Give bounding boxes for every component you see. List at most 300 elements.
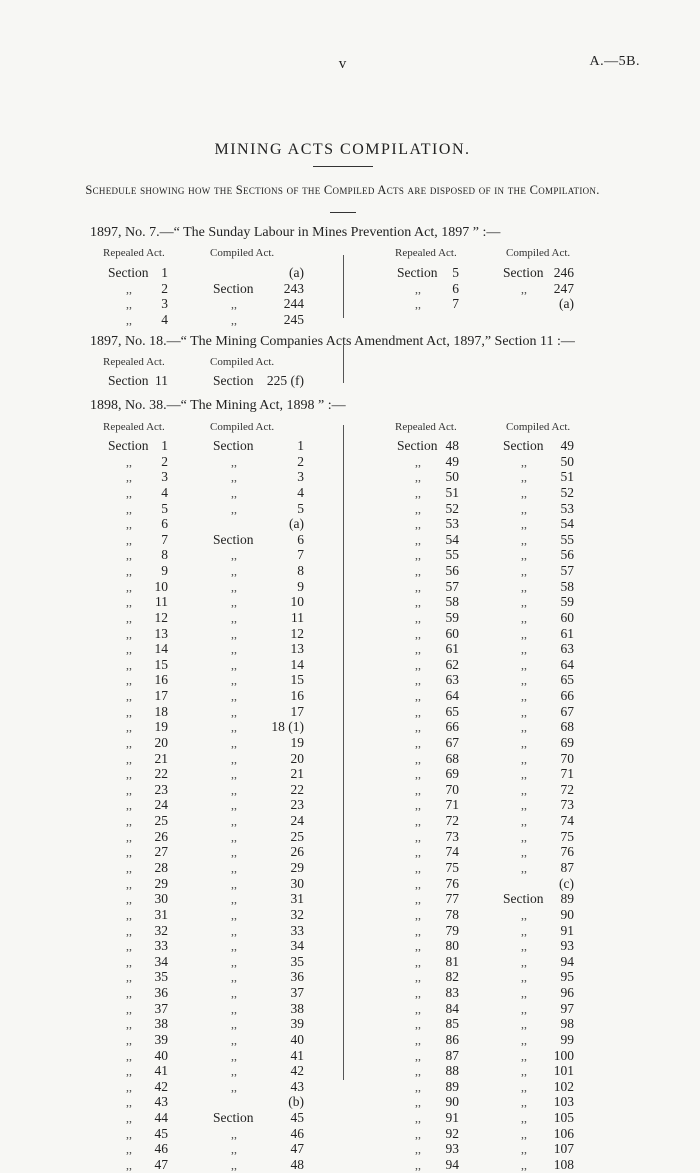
compiled-section-number: 55 — [560, 531, 574, 547]
column-divider — [343, 345, 344, 383]
ditto-mark: ,, — [521, 642, 527, 657]
ditto-mark: ,, — [126, 312, 132, 327]
compiled-section-number: 72 — [560, 781, 574, 797]
ditto-mark: ,, — [521, 907, 527, 922]
repealed-section-number: 72 — [445, 813, 459, 829]
ditto-mark: ,, — [415, 564, 421, 579]
ditto-mark: ,, — [415, 720, 421, 735]
repealed-section-number: 62 — [445, 656, 459, 672]
repealed-section-number: 42 — [154, 1078, 168, 1094]
ditto-mark: ,, — [521, 564, 527, 579]
ditto-mark: ,, — [126, 1142, 132, 1157]
repealed-section-number: 93 — [445, 1141, 459, 1157]
ditto-mark: ,, — [231, 1017, 237, 1032]
ditto-mark: ,, — [231, 798, 237, 813]
ditto-mark: ,, — [415, 939, 421, 954]
ditto-mark: ,, — [415, 767, 421, 782]
compiled-section-number: 38 — [290, 1000, 304, 1016]
compiled-section-number: (c) — [559, 875, 574, 891]
column-divider — [343, 255, 344, 318]
ditto-mark: ,, — [415, 986, 421, 1001]
repealed-act-header: Repealed Act. — [103, 421, 165, 433]
ditto-mark: ,, — [126, 1048, 132, 1063]
repealed-section-number: 57 — [445, 578, 459, 594]
ditto-mark: ,, — [126, 829, 132, 844]
ditto-mark: ,, — [415, 297, 421, 312]
subtitle-rule — [330, 212, 356, 213]
repealed-act-header: Repealed Act. — [103, 247, 165, 259]
repealed-section-number: 3 — [161, 469, 168, 485]
repealed-section-number: 39 — [154, 1031, 168, 1047]
compiled-section-number: 48 — [290, 1156, 304, 1172]
repealed-section-number: 47 — [154, 1156, 168, 1172]
compiled-section-number: 67 — [560, 703, 574, 719]
compiled-section-number: 4 — [297, 484, 304, 500]
ditto-mark: ,, — [521, 939, 527, 954]
ditto-mark: ,, — [521, 281, 527, 296]
ditto-mark: ,, — [126, 907, 132, 922]
compiled-section-number: 57 — [560, 563, 574, 579]
ditto-mark: ,, — [231, 548, 237, 563]
ditto-mark: ,, — [126, 751, 132, 766]
ditto-mark: ,, — [126, 281, 132, 296]
ditto-mark: ,, — [126, 735, 132, 750]
ditto-mark: ,, — [415, 454, 421, 469]
ditto-mark: ,, — [126, 454, 132, 469]
ditto-mark: ,, — [415, 485, 421, 500]
compiled-section-number: (a) — [559, 296, 574, 312]
ditto-mark: ,, — [231, 673, 237, 688]
ditto-mark: ,, — [231, 657, 237, 672]
ditto-mark: ,, — [126, 704, 132, 719]
compiled-section-number: 40 — [290, 1031, 304, 1047]
repealed-section-number: 12 — [154, 609, 168, 625]
compiled-section-number: 68 — [560, 719, 574, 735]
ditto-mark: ,, — [126, 814, 132, 829]
compiled-act-header: Compiled Act. — [210, 247, 275, 259]
repealed-section-number: 37 — [154, 1000, 168, 1016]
compiled-section-number: 93 — [560, 938, 574, 954]
ditto-mark: ,, — [126, 892, 132, 907]
ditto-mark: ,, — [231, 1048, 237, 1063]
compiled-section-number: 94 — [560, 953, 574, 969]
ditto-mark: ,, — [231, 735, 237, 750]
ditto-mark: ,, — [521, 814, 527, 829]
compiled-section-number: 64 — [560, 656, 574, 672]
compiled-section-number: 60 — [560, 609, 574, 625]
compiled-section-number: 26 — [290, 844, 304, 860]
repealed-section-number: 86 — [445, 1031, 459, 1047]
section-label: Section — [108, 438, 149, 453]
repealed-section-number: 19 — [154, 719, 168, 735]
compiled-act-header: Compiled Act. — [210, 356, 275, 368]
ditto-mark: ,, — [231, 689, 237, 704]
compiled-section-number: 245 — [283, 311, 304, 327]
compiled-section-number: 98 — [560, 1016, 574, 1032]
ditto-mark: ,, — [231, 892, 237, 907]
compiled-section-number: 52 — [560, 484, 574, 500]
repealed-section-number: 36 — [154, 985, 168, 1001]
ditto-mark: ,, — [231, 297, 237, 312]
repealed-section-number: 61 — [445, 641, 459, 657]
ditto-mark: ,, — [415, 829, 421, 844]
repealed-section-number: 26 — [154, 828, 168, 844]
ditto-mark: ,, — [521, 579, 527, 594]
repealed-section-number: 66 — [445, 719, 459, 735]
compiled-section-number: (a) — [289, 516, 304, 532]
repealed-section-number: 70 — [445, 781, 459, 797]
compiled-section-number: 30 — [290, 875, 304, 891]
compiled-section-number: 34 — [290, 938, 304, 954]
ditto-mark: ,, — [126, 689, 132, 704]
ditto-mark: ,, — [126, 610, 132, 625]
compiled-section-number: 39 — [290, 1016, 304, 1032]
ditto-mark: ,, — [126, 564, 132, 579]
compiled-section-number: 243 — [283, 280, 304, 296]
ditto-mark: ,, — [415, 1048, 421, 1063]
ditto-mark: ,, — [415, 610, 421, 625]
ditto-mark: ,, — [415, 1017, 421, 1032]
ditto-mark: ,, — [521, 1142, 527, 1157]
compiled-section-number: 70 — [560, 750, 574, 766]
ditto-mark: ,, — [231, 485, 237, 500]
section-label: Section — [503, 265, 544, 280]
compiled-section-number: 43 — [290, 1078, 304, 1094]
ditto-mark: ,, — [126, 673, 132, 688]
compiled-section-number: 50 — [560, 453, 574, 469]
repealed-section-number: 38 — [154, 1016, 168, 1032]
ditto-mark: ,, — [126, 939, 132, 954]
ditto-mark: ,, — [126, 986, 132, 1001]
repealed-section-number: 2 — [161, 453, 168, 469]
compiled-section-number: 3 — [297, 469, 304, 485]
compiled-section-number: (b) — [288, 1094, 304, 1110]
compiled-section-number: 87 — [560, 860, 574, 875]
ditto-mark: ,, — [415, 704, 421, 719]
column-divider — [343, 425, 344, 1080]
repealed-section-number: 92 — [445, 1125, 459, 1141]
ditto-mark: ,, — [231, 970, 237, 985]
ditto-mark: ,, — [521, 735, 527, 750]
ditto-mark: ,, — [415, 673, 421, 688]
compiled-section-number: 7 — [297, 547, 304, 563]
compiled-section-number: 246 — [553, 265, 574, 280]
compiled-section-number: 8 — [297, 563, 304, 579]
repealed-section-number: 53 — [445, 516, 459, 532]
compiled-section-number: 73 — [560, 797, 574, 813]
repealed-section-number: 25 — [154, 813, 168, 829]
compiled-act-header: Compiled Act. — [506, 421, 571, 433]
ditto-mark: ,, — [521, 485, 527, 500]
compiled-section-number: 13 — [290, 641, 304, 657]
document-title: MINING ACTS COMPILATION. — [214, 141, 471, 158]
ditto-mark: ,, — [521, 470, 527, 485]
repealed-section-number: 52 — [445, 500, 459, 516]
ditto-mark: ,, — [521, 1157, 527, 1172]
compiled-section-number: 96 — [560, 985, 574, 1001]
ditto-mark: ,, — [231, 564, 237, 579]
ditto-mark: ,, — [521, 1111, 527, 1126]
ditto-mark: ,, — [126, 1017, 132, 1032]
repealed-section-number: 65 — [445, 703, 459, 719]
repealed-section-number: 11 — [155, 594, 168, 610]
repealed-act-header: Repealed Act. — [395, 247, 457, 259]
ditto-mark: ,, — [521, 1048, 527, 1063]
ditto-mark: ,, — [415, 470, 421, 485]
ditto-mark: ,, — [415, 548, 421, 563]
ditto-mark: ,, — [126, 861, 132, 875]
compiled-section-number: 61 — [560, 625, 574, 641]
repealed-section-number: 20 — [154, 734, 168, 750]
compiled-section-number: 16 — [290, 688, 304, 704]
compiled-section-number: 76 — [560, 844, 574, 860]
ditto-mark: ,, — [231, 595, 237, 610]
ditto-mark: ,, — [415, 845, 421, 860]
compiled-section-number: 74 — [560, 813, 574, 829]
ditto-mark: ,, — [126, 1032, 132, 1047]
repealed-section-number: 34 — [154, 953, 168, 969]
compiled-section-number: 75 — [560, 828, 574, 844]
ditto-mark: ,, — [521, 1095, 527, 1110]
repealed-section-number: 80 — [445, 938, 459, 954]
compiled-section-number: 32 — [290, 906, 304, 922]
ditto-mark: ,, — [231, 939, 237, 954]
ditto-mark: ,, — [521, 829, 527, 844]
repealed-section-number: 43 — [154, 1094, 168, 1110]
compiled-section-number: 9 — [297, 578, 304, 594]
compiled-section-number: 244 — [283, 296, 304, 312]
ditto-mark: ,, — [415, 1001, 421, 1016]
ditto-mark: ,, — [415, 281, 421, 296]
ditto-mark: ,, — [415, 1095, 421, 1110]
compiled-section-number: 35 — [290, 953, 304, 969]
compiled-section-number: 107 — [553, 1141, 574, 1157]
compiled-section-number: 22 — [290, 781, 304, 797]
ditto-mark: ,, — [126, 1126, 132, 1141]
repealed-section-number: 48 — [445, 438, 459, 453]
compiled-section-number: 106 — [553, 1125, 574, 1141]
ditto-mark: ,, — [126, 297, 132, 312]
compiled-section-number: 47 — [290, 1141, 304, 1157]
repealed-section-number: 14 — [154, 641, 168, 657]
act-heading: 1897, No. 7.—“ The Sunday Labour in Mines Prevention Act, 1897 ” :— — [90, 225, 501, 240]
page-reference: A.—5B. — [589, 54, 640, 69]
repealed-section-number: 82 — [445, 969, 459, 985]
ditto-mark: ,, — [231, 829, 237, 844]
ditto-mark: ,, — [231, 782, 237, 797]
repealed-section-number: 13 — [154, 625, 168, 641]
repealed-section-number: 88 — [445, 1063, 459, 1079]
repealed-section-number: 90 — [445, 1094, 459, 1110]
ditto-mark: ,, — [126, 579, 132, 594]
ditto-mark: ,, — [521, 861, 527, 875]
compiled-section-number: 41 — [290, 1047, 304, 1063]
compiled-act-header: Compiled Act. — [506, 247, 571, 259]
ditto-mark: ,, — [126, 720, 132, 735]
ditto-mark: ,, — [415, 501, 421, 516]
ditto-mark: ,, — [521, 1126, 527, 1141]
compiled-section-number: 33 — [290, 922, 304, 938]
compiled-section-number: 53 — [560, 500, 574, 516]
ditto-mark: ,, — [415, 517, 421, 532]
repealed-section-number: 87 — [445, 1047, 459, 1063]
ditto-mark: ,, — [521, 782, 527, 797]
repealed-section-number: 17 — [154, 688, 168, 704]
ditto-mark: ,, — [126, 923, 132, 938]
repealed-act-header: Repealed Act. — [395, 421, 457, 433]
ditto-mark: ,, — [521, 595, 527, 610]
repealed-section-number: 75 — [445, 860, 459, 875]
ditto-mark: ,, — [231, 1142, 237, 1157]
compiled-section-number: 23 — [290, 797, 304, 813]
repealed-section-number: 7 — [452, 296, 459, 312]
ditto-mark: ,, — [231, 1079, 237, 1094]
ditto-mark: ,, — [415, 923, 421, 938]
compiled-section-number: 24 — [290, 813, 304, 829]
ditto-mark: ,, — [126, 767, 132, 782]
repealed-section-number: 67 — [445, 734, 459, 750]
compiled-section-number: 5 — [297, 500, 304, 516]
ditto-mark: ,, — [126, 1111, 132, 1126]
repealed-section-number: 6 — [161, 516, 168, 532]
ditto-mark: ,, — [231, 923, 237, 938]
ditto-mark: ,, — [415, 1079, 421, 1094]
repealed-section-number: 49 — [445, 453, 459, 469]
compiled-section-number: 90 — [560, 906, 574, 922]
compiled-section-number: 69 — [560, 734, 574, 750]
repealed-section-number: 4 — [161, 484, 168, 500]
compiled-section-number: 101 — [553, 1063, 574, 1079]
ditto-mark: ,, — [126, 1001, 132, 1016]
compiled-section-number: 102 — [553, 1078, 574, 1094]
compiled-section-number: 66 — [560, 688, 574, 704]
compiled-section-number: 37 — [290, 985, 304, 1001]
ditto-mark: ,, — [521, 1017, 527, 1032]
ditto-mark: ,, — [521, 1079, 527, 1094]
compiled-section-number: 100 — [553, 1047, 574, 1063]
ditto-mark: ,, — [521, 673, 527, 688]
section-label: Section — [397, 438, 438, 453]
ditto-mark: ,, — [521, 626, 527, 641]
ditto-mark: ,, — [415, 907, 421, 922]
repealed-section-number: 22 — [154, 766, 168, 782]
repealed-section-number: 27 — [154, 844, 168, 860]
ditto-mark: ,, — [521, 704, 527, 719]
ditto-mark: ,, — [231, 986, 237, 1001]
compiled-section-number: 105 — [553, 1110, 574, 1126]
ditto-mark: ,, — [231, 845, 237, 860]
compiled-section-number: 103 — [553, 1094, 574, 1110]
repealed-section-number: 79 — [445, 922, 459, 938]
repealed-section-number: 1 — [161, 265, 168, 280]
ditto-mark: ,, — [231, 1157, 237, 1172]
compiled-section-number: 95 — [560, 969, 574, 985]
compiled-section-number: 18 (1) — [271, 719, 304, 735]
compiled-section-number: 51 — [560, 469, 574, 485]
compiled-section-number: 1 — [297, 438, 304, 453]
compiled-section-number: 17 — [290, 703, 304, 719]
repealed-section-number: 45 — [154, 1125, 168, 1141]
compiled-section-number: 108 — [553, 1156, 574, 1172]
repealed-section-number: 35 — [154, 969, 168, 985]
ditto-mark: ,, — [231, 1001, 237, 1016]
ditto-mark: ,, — [521, 751, 527, 766]
section-label: Section — [108, 265, 149, 280]
repealed-section-number: 69 — [445, 766, 459, 782]
ditto-mark: ,, — [521, 720, 527, 735]
ditto-mark: ,, — [415, 579, 421, 594]
compiled-section-number: 225 (f) — [266, 373, 304, 388]
ditto-mark: ,, — [521, 923, 527, 938]
repealed-section-number: 7 — [161, 531, 168, 547]
compiled-section-number: 63 — [560, 641, 574, 657]
ditto-mark: ,, — [415, 1142, 421, 1157]
ditto-mark: ,, — [415, 1064, 421, 1079]
ditto-mark: ,, — [231, 1064, 237, 1079]
repealed-section-number: 77 — [445, 891, 459, 907]
repealed-section-number: 59 — [445, 609, 459, 625]
section-label: Section — [503, 438, 544, 453]
ditto-mark: ,, — [521, 689, 527, 704]
ditto-mark: ,, — [126, 954, 132, 969]
ditto-mark: ,, — [231, 814, 237, 829]
repealed-section-number: 10 — [154, 578, 168, 594]
ditto-mark: ,, — [415, 954, 421, 969]
ditto-mark: ,, — [126, 548, 132, 563]
ditto-mark: ,, — [231, 876, 237, 891]
section-label: Section — [213, 1110, 254, 1126]
ditto-mark: ,, — [126, 782, 132, 797]
compiled-section-number: 91 — [560, 922, 574, 938]
ditto-mark: ,, — [231, 751, 237, 766]
repealed-section-number: 91 — [445, 1110, 459, 1126]
compiled-section-number: 10 — [290, 594, 304, 610]
repealed-section-number: 8 — [161, 547, 168, 563]
section-label: Section — [213, 280, 254, 296]
compiled-section-number: 49 — [560, 438, 574, 453]
compiled-section-number: 15 — [290, 672, 304, 688]
compiled-section-number: (a) — [289, 265, 304, 280]
ditto-mark: ,, — [521, 610, 527, 625]
ditto-mark: ,, — [231, 454, 237, 469]
repealed-act-header: Repealed Act. — [103, 356, 165, 368]
ditto-mark: ,, — [521, 970, 527, 985]
ditto-mark: ,, — [415, 861, 421, 875]
compiled-section-number: 42 — [290, 1063, 304, 1079]
ditto-mark: ,, — [521, 1064, 527, 1079]
ditto-mark: ,, — [231, 470, 237, 485]
compiled-section-number: 19 — [290, 734, 304, 750]
ditto-mark: ,, — [415, 735, 421, 750]
ditto-mark: ,, — [521, 986, 527, 1001]
ditto-mark: ,, — [415, 751, 421, 766]
repealed-section-number: 3 — [161, 296, 168, 312]
ditto-mark: ,, — [415, 782, 421, 797]
ditto-mark: ,, — [415, 1157, 421, 1172]
ditto-mark: ,, — [521, 532, 527, 547]
compiled-section-number: 45 — [290, 1110, 304, 1126]
repealed-section-number: 55 — [445, 547, 459, 563]
compiled-section-number: 46 — [290, 1125, 304, 1141]
compiled-section-number: 71 — [560, 766, 574, 782]
repealed-section-number: 41 — [154, 1063, 168, 1079]
repealed-section-number: 58 — [445, 594, 459, 610]
compiled-section-number: 56 — [560, 547, 574, 563]
repealed-section-number: 33 — [154, 938, 168, 954]
repealed-section-number: 16 — [154, 672, 168, 688]
ditto-mark: ,, — [231, 954, 237, 969]
repealed-section-number: 89 — [445, 1078, 459, 1094]
